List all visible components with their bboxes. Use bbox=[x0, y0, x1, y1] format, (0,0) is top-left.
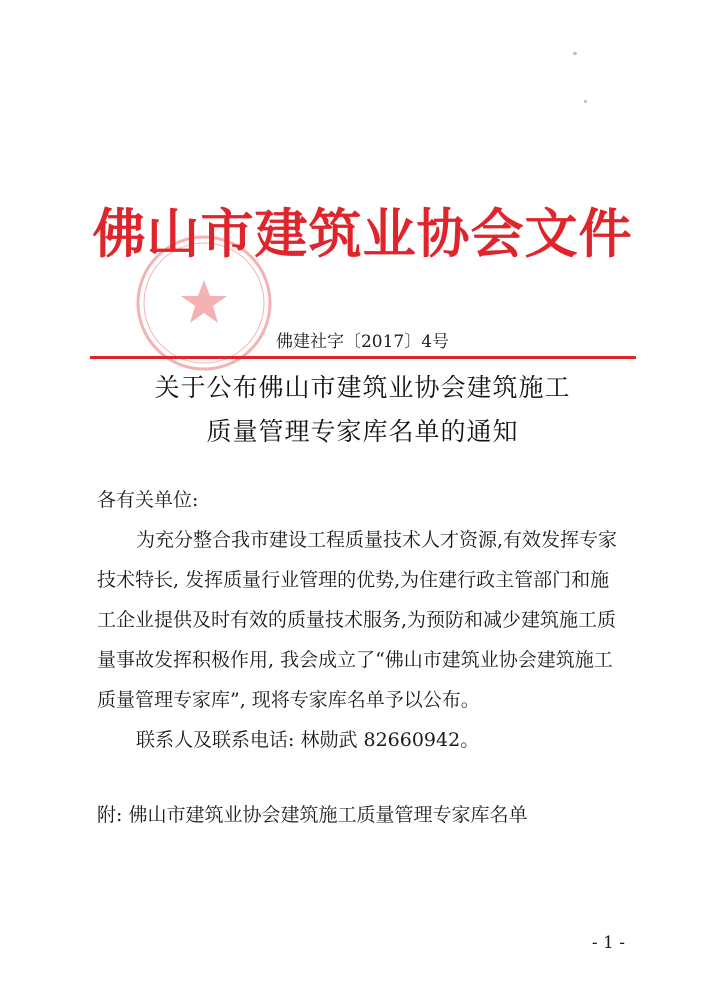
paragraph-line: 量事故发挥积极作用, 我会成立了“佛山市建筑业协会建筑施工 bbox=[97, 649, 613, 671]
paragraph-line: 技术特长, 发挥质量行业管理的优势,为住建行政主管部门和施 bbox=[97, 569, 610, 591]
salutation: 各有关单位: bbox=[97, 489, 199, 511]
issuing-organization-title: 佛山市建筑业协会文件 bbox=[92, 203, 633, 265]
paragraph-line: 工企业提供及时有效的质量技术服务,为预防和减少建筑施工质 bbox=[97, 609, 617, 631]
paragraph-line: 为充分整合我市建设工程质量技术人才资源,有效发挥专家 bbox=[136, 529, 618, 551]
attachment-line: 附: 佛山市建筑业协会建筑施工质量管理专家库名单 bbox=[97, 804, 528, 826]
scan-speck bbox=[573, 52, 577, 55]
red-divider-line bbox=[90, 356, 636, 359]
document-number: 佛建社字〔2017〕4号 bbox=[275, 332, 450, 352]
document-title-line-2: 质量管理专家库名单的通知 bbox=[206, 417, 519, 446]
paragraph-line: 质量管理专家库”, 现将专家库名单予以公布。 bbox=[97, 689, 480, 711]
contact-line: 联系人及联系电话: 林勋武 82660942。 bbox=[136, 729, 480, 751]
scan-speck bbox=[584, 100, 587, 103]
page-number: - 1 - bbox=[591, 933, 625, 953]
document-title-line-1: 关于公布佛山市建筑业协会建筑施工 bbox=[154, 373, 571, 402]
